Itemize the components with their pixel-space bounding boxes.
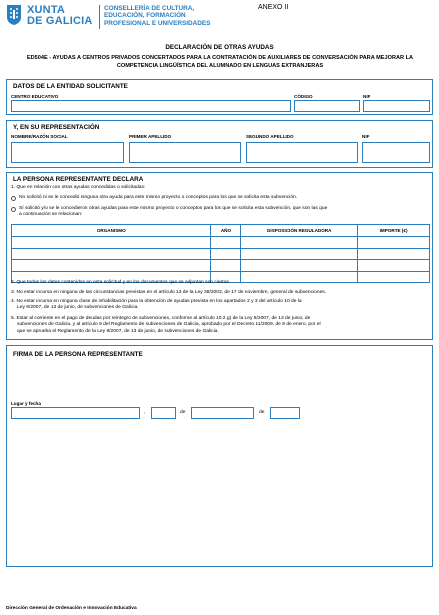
table-cell[interactable] (211, 248, 241, 260)
item-4-line-2: Ley 9/2007, de 13 de junio, de subvenciones de Galicia. (17, 305, 139, 311)
subtitle-line-2: COMPETENCIA LINGÜÍSTICA DEL ALUMNADO EN LENGUAS EXTRANJERAS (116, 62, 324, 69)
table-cell[interactable] (12, 237, 211, 249)
apellido2-field[interactable] (246, 142, 358, 163)
col-importe: IMPORTE (€) (358, 225, 430, 237)
entidad-section (6, 79, 433, 115)
ayudas-table (11, 224, 430, 283)
table-cell[interactable] (241, 248, 358, 260)
nif-entidad-field[interactable] (363, 100, 430, 112)
codigo-label: CÓDIGO (294, 94, 313, 99)
table-cell[interactable] (12, 260, 211, 272)
document-title: DECLARACIÓN DE OTRAS AYUDAS (165, 44, 274, 51)
firma-title: FIRMA DE LA PERSONA REPRESENTANTE (13, 351, 143, 358)
table-cell[interactable] (241, 260, 358, 272)
col-organismo: ORGANISMO (12, 225, 211, 237)
anio-field[interactable] (270, 407, 300, 419)
nombre-field[interactable] (11, 142, 124, 163)
mes-field[interactable] (191, 407, 254, 419)
de-label-2: de (259, 410, 265, 415)
centro-field[interactable] (11, 100, 291, 112)
logo-separator (99, 5, 100, 29)
declara-item-1: 1. Que en relación con otras ayudas concedidas o solicitadas: (11, 185, 146, 190)
table-cell[interactable] (358, 237, 430, 249)
item-5-line-2: subvenciones de Galicia, y al artículo 9 del Reglamento de subvenciones de Galicia, aprobado por el Decreto 11/2009, de 8 de enero, por el (17, 322, 321, 328)
table-cell[interactable] (241, 271, 358, 283)
table-cell[interactable] (358, 260, 430, 272)
lugar-fecha-label: Lugar y fecha (11, 401, 41, 406)
lugar-field[interactable] (11, 407, 140, 419)
table-cell[interactable] (358, 248, 430, 260)
firma-section (6, 345, 433, 567)
table-row (12, 237, 430, 249)
galicia-crest-icon (6, 4, 22, 26)
apellido2-label: SEGUNDO APELLIDO (246, 134, 294, 139)
option-no-label: No solicitó ni se le concedió ninguna otra ayuda para este mismo proyecto o conceptos para los que se solicita esta subvención. (19, 195, 298, 200)
de-label-1: de (180, 410, 186, 415)
representacion-section (6, 120, 433, 168)
logo-line-1: XUNTA (27, 4, 66, 16)
table-cell[interactable] (241, 237, 358, 249)
table-cell[interactable] (358, 271, 430, 283)
apellido1-field[interactable] (129, 142, 241, 163)
conselleria-name (104, 5, 210, 27)
ayudas-table-header (12, 225, 430, 237)
conselleria-line-3: PROFESIONAL E UNIVERSIDADES (104, 19, 211, 27)
entidad-title: DATOS DE LA ENTIDAD SOLICITANTE (13, 83, 128, 90)
option-si-label (19, 206, 327, 219)
conselleria-line-1: CONSELLERÍA DE CULTURA, (104, 5, 195, 12)
declara-item-5 (11, 316, 321, 335)
option-si-line-1: Sí solicitó y/o se le concedieron otras ayudas para este mismo proyecto o conceptos para los que se solicita esta subvención, que son las que (19, 206, 328, 211)
document-subtitle (20, 55, 420, 70)
option-si-line-2: a continuación se relacionan: (19, 212, 83, 218)
table-row (12, 260, 430, 272)
comma-separator: , (144, 410, 146, 415)
nif-entidad-label: NIF (363, 94, 371, 99)
declara-title: LA PERSONA REPRESENTANTE DECLARA (13, 176, 144, 183)
nif-rep-label: NIF (362, 134, 370, 139)
declara-item-2: 2. Que todos los datos contenidos en esta solicitud y en los documentos que se adjuntan son ciertos. (11, 280, 231, 285)
dia-field[interactable] (151, 407, 176, 419)
item-5-line-1: 5. Estar al corriente en el pago de deudas por reintegro de subvenciones, conforme al artículo 10.2.g) de la Ley 9/2007, de 13 de junio, de (11, 316, 311, 321)
table-cell[interactable] (211, 260, 241, 272)
col-anio: AÑO (211, 225, 241, 237)
apellido1-label: PRIMER APELLIDO (129, 134, 172, 139)
declara-item-3: 3. No estar incursa en ninguna de las circunstancias previstas en el artículo 13 de la Ley 38/2003, de 17 de noviembre, general de subvenciones. (11, 290, 327, 295)
table-cell[interactable] (12, 248, 211, 260)
anexo-label: ANEXO II (258, 4, 289, 11)
item-4-line-1: 4. No estar incursa en ninguna clase de inhabilitación para la obtención de ayudas prevista en los apartados 2 y 3 del artículo 10 de la (11, 299, 302, 304)
logo-line-2: DE GALICIA (27, 15, 93, 27)
xunta-wordmark (27, 5, 93, 27)
centro-label: CENTRO EDUCATIVO (11, 94, 59, 99)
item-5-line-3: que se aprueba el Reglamento de la Ley 9/2007, de 13 de junio, de subvenciones de Galicia. (17, 328, 219, 334)
table-row (12, 248, 430, 260)
footer-text: Dirección General de Ordenación e Innovación Educativa (6, 606, 137, 611)
nif-rep-field[interactable] (362, 142, 430, 163)
declara-item-4 (11, 299, 302, 312)
subtitle-line-1: ED504E - AYUDAS A CENTROS PRIVADOS CONCERTADOS PARA LA CONTRATACIÓN DE AUXILIARES DE CONVERSACIÓN PARA MEJORAR LA (26, 55, 414, 61)
representacion-title: Y, EN SU REPRESENTACIÓN (13, 124, 100, 131)
col-disposicion: DISPOSICIÓN REGULADORA (241, 225, 358, 237)
xunta-logo (6, 4, 256, 30)
codigo-field[interactable] (294, 100, 360, 112)
option-no-radio[interactable] (11, 196, 16, 201)
option-si-radio[interactable] (11, 207, 16, 212)
conselleria-line-2: EDUCACIÓN, FORMACIÓN (104, 12, 186, 20)
table-cell[interactable] (211, 237, 241, 249)
nombre-label: NOMBRE/RAZÓN SOCIAL (11, 134, 68, 139)
declara-section (6, 172, 433, 340)
